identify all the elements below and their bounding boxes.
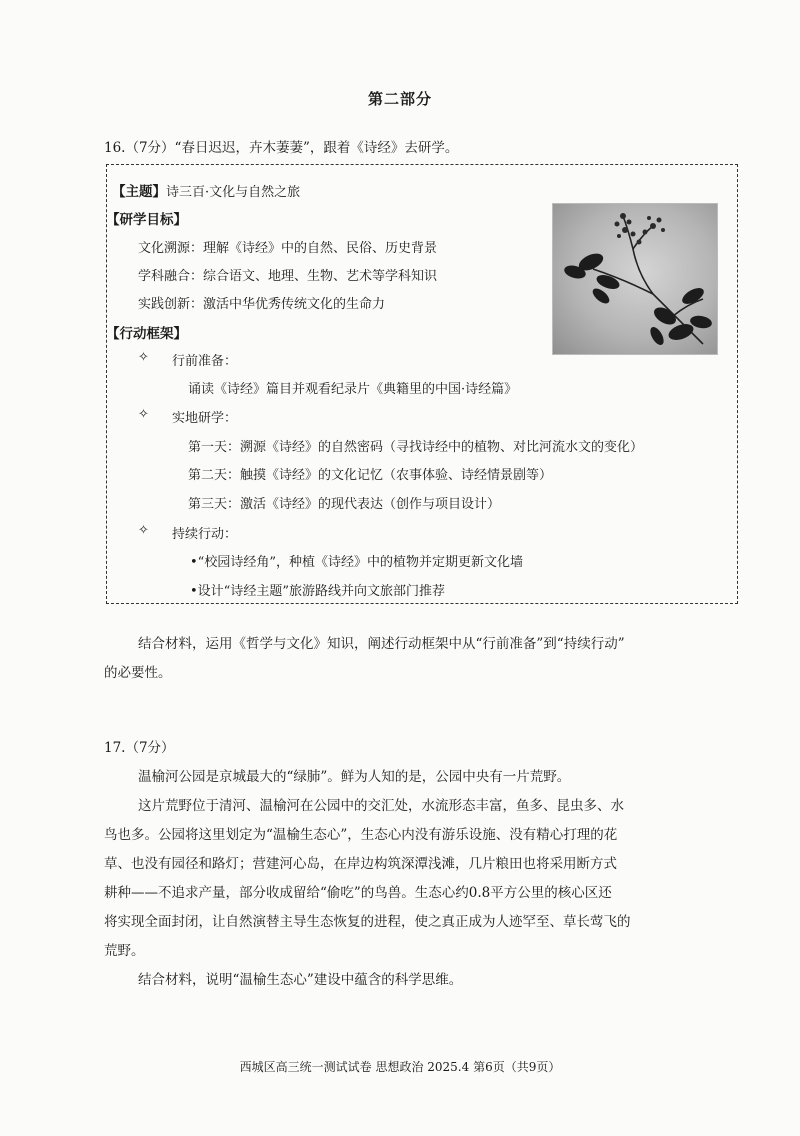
bullet-icon: ✧ xyxy=(138,350,149,365)
q17-prompt: 结合材料，说明“温榆生态心”建设中蕴含的科学思维。 xyxy=(138,972,463,988)
phase1-title: 行前准备： xyxy=(172,354,238,369)
goals-label: 【研学目标】 xyxy=(106,212,187,228)
q17-paragraph-line: 这片荒野位于清河、温榆河在公园中的交汇处，水流形态丰富，鱼多、昆虫多、水 xyxy=(138,798,624,814)
q17-paragraph-line: 温榆河公园是京城最大的“绿肺”。鲜为人知的是，公园中央有一片荒野。 xyxy=(138,769,571,785)
q17-paragraph-line: 草、也没有园径和路灯；营建河心岛，在岸边构筑深潭浅滩，几片粮田也将采用断方式 xyxy=(104,856,617,872)
action-item: •设计“诗经主题”旅游路线并向文旅部门推荐 xyxy=(190,584,445,599)
question-17-number: 17.（7分） xyxy=(104,740,175,756)
q17-paragraph-line: 鸟也多。公园将这里划定为“温榆生态心”，生态心内没有游乐设施、没有精心打理的花 xyxy=(104,827,618,843)
phase2-title: 实地研学： xyxy=(172,411,238,426)
q17-paragraph-line: 耕种——不追求产量，部分收成留给“偷吃”的鸟兽。生态心约0.8平方公里的核心区还 xyxy=(104,885,612,901)
page-title: 第二部分 xyxy=(367,90,432,108)
bullet-icon: ✧ xyxy=(138,407,149,422)
goal-item: 文化溯源：理解《诗经》中的自然、民俗、历史背景 xyxy=(138,241,438,256)
plant-photo xyxy=(552,203,718,355)
day-item: 第三天：激活《诗经》的现代表达（创作与项目设计） xyxy=(188,497,501,512)
q17-paragraph-line: 荒野。 xyxy=(104,943,145,959)
phase3-title: 持续行动： xyxy=(172,527,238,542)
theme-label: 【主题】 xyxy=(112,184,166,200)
page-footer: 西城区高三统一测试试卷 思想政治 2025.4 第6页（共9页） xyxy=(239,1060,561,1074)
q17-paragraph-line: 将实现全面封闭，让自然演替主导生态恢复的进程，使之真正成为人迹罕至、草长莺飞的 xyxy=(104,914,631,930)
phase1-content: 诵读《诗经》篇目并观看纪录片《典籍里的中国·诗经篇》 xyxy=(188,382,518,397)
action-item: •“校园诗经角”，种植《诗经》中的植物并定期更新文化墙 xyxy=(190,555,523,570)
goal-item: 实践创新：激活中华优秀传统文化的生命力 xyxy=(138,297,386,312)
theme-text: 诗三百·文化与自然之旅 xyxy=(166,185,301,200)
goal-item: 学科融合：综合语文、地理、生物、艺术等学科知识 xyxy=(138,269,438,284)
theme-row xyxy=(112,180,300,200)
q16-prompt-line: 结合材料，运用《哲学与文化》知识，阐述行动框架中从“行前准备”到“持续行动” xyxy=(138,636,625,652)
day-item: 第二天：触摸《诗经》的文化记忆（农事体验、诗经情景剧等） xyxy=(188,468,553,483)
plant-branch-illustration xyxy=(553,204,717,354)
framework-label: 【行动框架】 xyxy=(106,326,187,342)
question-16-stem: 16.（7分）“春日迟迟，卉木萋萋”，跟着《诗经》去研学。 xyxy=(104,140,459,156)
q16-prompt-line: 的必要性。 xyxy=(104,665,172,681)
bullet-icon: ✧ xyxy=(138,523,149,538)
day-item: 第一天：溯源《诗经》的自然密码（寻找诗经中的植物、对比河流水文的变化） xyxy=(188,440,644,455)
